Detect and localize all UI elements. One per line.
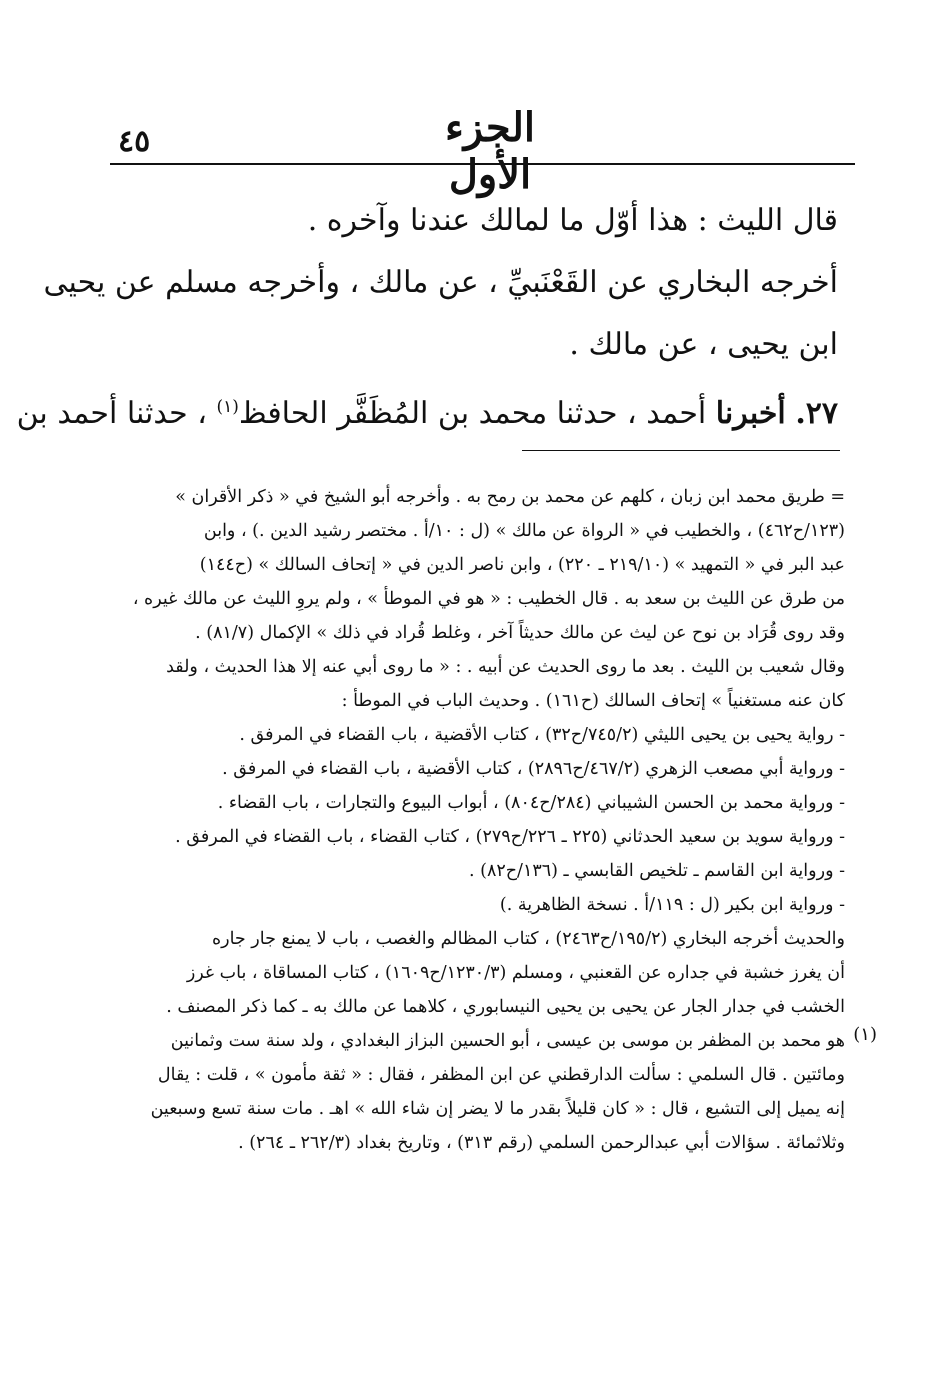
- note-line: من طرق عن الليث بن سعد به . قال الخطيب : « هو في الموطأ » ، ولم يروِ الليث عن مالك غيره ،: [132, 589, 845, 609]
- footnote-line: ومائتين . قال السلمي : سألت الدارقطني عن ابن المظفر ، فقال : « ثقة مأمون » ، قلت : يقال: [157, 1065, 845, 1085]
- note-line: عبد البر في « التمهيد » (٢١٩/١٠ ـ ٢٢٠) ، وابن ناصر الدين في « إتحاف السالك » (ح١٤٤): [199, 555, 845, 575]
- main-line: أخرجه البخاري عن القَعْنَبيِّ ، عن مالك ، وأخرجه مسلم عن يحيى: [43, 265, 838, 300]
- hadith-text-continued: ، حدثنا أحمد بن: [16, 396, 207, 431]
- note-line: وقد روى قُرَاد بن نوح عن ليث عن مالك حديثاً آخر ، وغلط قُراد في ذلك » الإكمال (٨١/٧) .: [195, 623, 845, 643]
- note-line: (١٢٣/ح٤٦٢) ، والخطيب في « الرواة عن مالك » (ل : ١٠/أ . مختصر رشيد الدين .) ، وابن: [203, 521, 845, 541]
- footnotes-section: [120, 480, 877, 1160]
- note-line: - ورواية سويد بن سعيد الحدثاني (٢٢٥ ـ ٢٢٦/ح٢٧٩) ، كتاب القضاء ، باب القضاء في المرفق .: [175, 827, 845, 847]
- note-line: - رواية يحيى بن يحيى الليثي (٧٤٥/٢/ح٣٢) ، كتاب الأقضية ، باب القضاء في المرفق .: [239, 725, 845, 745]
- running-title: الجزء الأول: [445, 104, 535, 198]
- note-line: - ورواية أبي مصعب الزهري (٤٦٧/٢/ح٢٨٩٦) ، كتاب الأقضية ، باب القضاء في المرفق .: [222, 759, 845, 779]
- note-line: الخشب في جدار الجار عن يحيى بن يحيى النيسابوري ، كلاهما عن مالك به ـ كما ذكر المصنف .: [166, 997, 845, 1017]
- hadith-text: أحمد ، حدثنا محمد بن المُظَفَّر الحافظ: [238, 396, 707, 431]
- page-number: ٤٥: [118, 124, 151, 159]
- footnote-divider: [522, 450, 840, 451]
- footnote-marker: (١): [853, 1024, 877, 1045]
- main-line: قال الليث : هذا أوّل ما لمالك عندنا وآخره .: [307, 203, 838, 238]
- footnote-line: وثلاثمائة . سؤالات أبي عبدالرحمن السلمي (رقم ٣١٣) ، وتاريخ بغداد (٢٦٢/٣ ـ ٢٦٤) .: [238, 1133, 845, 1153]
- footnote-entry: [120, 1024, 877, 1160]
- note-line: والحديث أخرجه البخاري (١٩٥/٢/ح٢٤٦٣) ، كتاب المظالم والغصب ، باب لا يمنع جار جاره: [211, 929, 845, 949]
- footnote-line: هو محمد بن المظفر بن موسى بن عيسى ، أبو الحسين البزاز البغدادي ، ولد سنة ست وثمانين: [170, 1031, 845, 1051]
- note-line: أن يغرز خشبة في جداره عن القعنبي ، ومسلم (١٢٣٠/٣/ح١٦٠٩) ، كتاب المساقاة ، باب غرز: [186, 963, 845, 983]
- note-line: - ورواية ابن القاسم ـ تلخيص القابسي ـ (١٣٦/ح٨٢) .: [468, 861, 845, 881]
- note-line: - ورواية ابن بكير (ل : ١١٩/أ . نسخة الظاهرية .): [499, 895, 845, 915]
- main-text: [16, 190, 838, 445]
- footnote-line: إنه يميل إلى التشيع ، قال : « كان قليلاً بقدر ما لا يضر إن شاء الله » اهـ . مات سنة تسع وسبعين: [150, 1099, 845, 1119]
- hadith-line: [16, 376, 838, 445]
- note-line: - ورواية محمد بن الحسن الشيباني (٢٨٤/ح٨٠٤) ، أبواب البيوع والتجارات ، باب القضاء .: [217, 793, 845, 813]
- note-line: وقال شعيب بن الليث . بعد ما روى الحديث عن أبيه . : « ما روى أبي عنه إلا هذا الحديث ، ولقد: [166, 657, 845, 677]
- page-header: [110, 96, 855, 198]
- note-line: = طريق محمد ابن زبان ، كلهم عن محمد بن رمح به . وأخرجه أبو الشيخ في « ذكر الأقران »: [175, 487, 845, 507]
- hadith-opening: أخبرنا: [715, 396, 786, 431]
- footnote-reference[interactable]: (١): [216, 397, 239, 417]
- hadith-number: ٢٧.: [795, 396, 838, 431]
- main-line: ابن يحيى ، عن مالك .: [569, 327, 838, 362]
- note-line: كان عنه مستغنياً » إتحاف السالك (ح١٦١) . وحديث الباب في الموطأ :: [341, 691, 845, 711]
- header-divider: [110, 163, 855, 165]
